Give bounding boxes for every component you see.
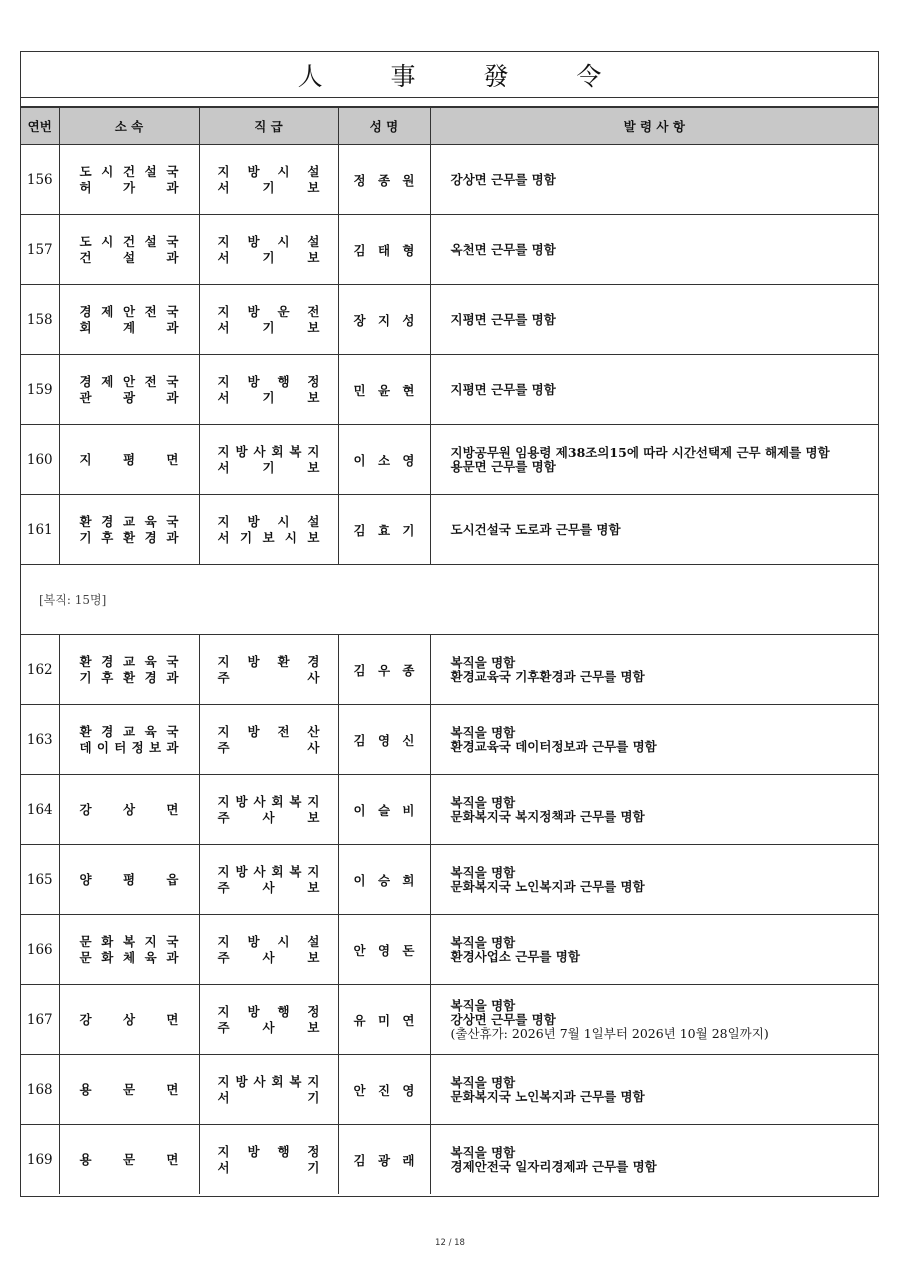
table-row: [21, 985, 878, 1055]
department-cell: [59, 915, 199, 985]
row-number: 166: [21, 915, 59, 985]
detail-cell: [430, 705, 878, 775]
department-cell: [59, 985, 199, 1055]
rank-cell: [199, 635, 338, 705]
rank-cell: [199, 285, 338, 355]
page-number: 12 / 18: [435, 1238, 465, 1248]
detail-line: 복직을 명함: [450, 724, 516, 740]
rank-cell: [199, 985, 338, 1055]
department-line: 기 후 환 경 과: [79, 529, 179, 545]
rank-lines: [200, 235, 338, 265]
detail-line: 복직을 명함: [450, 864, 516, 880]
rank-lines: [200, 935, 338, 965]
rank-line: 주 사: [217, 669, 320, 685]
detail-cell: [430, 915, 878, 985]
personnel-table: [21, 108, 878, 1194]
page-title: 人 事 發 令: [297, 61, 632, 91]
name-cell: 안 영 돈: [338, 915, 430, 985]
department-line: 환 경 교 육 국: [79, 513, 179, 529]
detail-line: 문화복지국 노인복지과 근무를 명함: [450, 878, 645, 894]
department-lines: [60, 655, 199, 685]
table-row: [21, 145, 878, 215]
rank-line: 서 기: [217, 1159, 320, 1175]
title-area: [21, 52, 878, 97]
detail-cell: [430, 495, 878, 565]
detail-line: 경제안전국 일자리경제과 근무를 명함: [450, 1158, 657, 1174]
rank-cell: [199, 1055, 338, 1125]
department-lines: [60, 515, 199, 545]
rank-lines: [200, 1005, 338, 1035]
rank-line: 서 기 보: [217, 459, 320, 475]
department-line: 강 상 면: [79, 801, 179, 817]
department-lines: [60, 165, 199, 195]
detail-cell: [430, 215, 878, 285]
name-cell: 안 진 영: [338, 1055, 430, 1125]
row-number: 168: [21, 1055, 59, 1125]
detail-line: 용문면 근무를 명함: [450, 458, 556, 474]
rank-cell: [199, 425, 338, 495]
detail-line: 복직을 명함: [450, 1144, 516, 1160]
department-lines: [60, 1083, 199, 1097]
table-row: [21, 915, 878, 985]
header-detail: 발 령 사 항: [430, 108, 878, 145]
table-row: [21, 845, 878, 915]
rank-line: 지 방 행 정: [217, 1003, 320, 1019]
detail-cell: [430, 285, 878, 355]
table-row: [21, 215, 878, 285]
detail-line: 복직을 명함: [450, 794, 516, 810]
rank-line: 서 기 보: [217, 389, 320, 405]
table-row: [21, 285, 878, 355]
row-number: 164: [21, 775, 59, 845]
department-cell: [59, 845, 199, 915]
department-line: 경 제 안 전 국: [79, 303, 179, 319]
department-lines: [60, 935, 199, 965]
department-lines: [60, 725, 199, 755]
rank-lines: [200, 1075, 338, 1105]
name-cell: 이 승 희: [338, 845, 430, 915]
detail-line: 복직을 명함: [450, 934, 516, 950]
name-cell: 김 태 형: [338, 215, 430, 285]
department-line: 강 상 면: [79, 1011, 179, 1027]
department-line: 관 광 과: [79, 389, 179, 405]
rank-lines: [200, 795, 338, 825]
table-row: [21, 425, 878, 495]
row-number: 160: [21, 425, 59, 495]
detail-line: 환경교육국 기후환경과 근무를 명함: [450, 668, 645, 684]
department-cell: [59, 285, 199, 355]
department-line: 용 문 면: [79, 1151, 179, 1167]
row-number: 165: [21, 845, 59, 915]
name-cell: 유 미 연: [338, 985, 430, 1055]
rank-lines: [200, 375, 338, 405]
department-line: 양 평 읍: [79, 871, 179, 887]
name-cell: 김 영 신: [338, 705, 430, 775]
department-line: 도 시 건 설 국: [79, 163, 179, 179]
rank-line: 지 방 행 정: [217, 373, 320, 389]
department-line: 용 문 면: [79, 1081, 179, 1097]
department-cell: [59, 145, 199, 215]
detail-cell: [430, 425, 878, 495]
detail-cell: [430, 775, 878, 845]
rank-cell: [199, 775, 338, 845]
detail-line: 복직을 명함: [450, 997, 516, 1013]
row-number: 161: [21, 495, 59, 565]
rank-line: 지 방 사 회 복 지: [217, 443, 320, 459]
detail-cell: [430, 635, 878, 705]
department-line: 데 이 터 정 보 과: [79, 739, 179, 755]
detail-line: 도시건설국 도로과 근무를 명함: [450, 521, 621, 537]
rank-line: 주 사 보: [217, 809, 320, 825]
department-line: 문 화 복 지 국: [79, 933, 179, 949]
detail-line: 복직을 명함: [450, 1074, 516, 1090]
rank-lines: [200, 515, 338, 545]
header-rank: 직 급: [199, 108, 338, 145]
name-cell: 김 효 기: [338, 495, 430, 565]
department-cell: [59, 1125, 199, 1195]
department-line: 지 평 면: [79, 451, 179, 467]
detail-note: (출산휴가: 2026년 7월 1일부터 2026년 10월 28일까지): [450, 1025, 769, 1041]
rank-line: 지 방 시 설: [217, 933, 320, 949]
department-cell: [59, 355, 199, 425]
department-lines: [60, 803, 199, 817]
department-lines: [60, 1013, 199, 1027]
name-cell: 정 종 원: [338, 145, 430, 215]
rank-line: 지 방 사 회 복 지: [217, 793, 320, 809]
row-number: 156: [21, 145, 59, 215]
rank-lines: [200, 1145, 338, 1175]
name-cell: 장 지 성: [338, 285, 430, 355]
name-cell: 이 소 영: [338, 425, 430, 495]
department-line: 건 설 과: [79, 249, 179, 265]
rank-line: 지 방 시 설: [217, 513, 320, 529]
rank-line: 서 기: [217, 1089, 320, 1105]
detail-line: 지방공무원 임용령 제38조의15에 따라 시간선택제 근무 해제를 명함: [450, 444, 830, 460]
header-dept: 소 속: [59, 108, 199, 145]
detail-line: 복직을 명함: [450, 654, 516, 670]
rank-cell: [199, 705, 338, 775]
table-row: [21, 1055, 878, 1125]
department-line: 기 후 환 경 과: [79, 669, 179, 685]
detail-cell: [430, 845, 878, 915]
rank-cell: [199, 495, 338, 565]
detail-line: 지평면 근무를 명함: [450, 311, 556, 327]
row-number: 157: [21, 215, 59, 285]
table-row: [21, 1125, 878, 1195]
rank-line: 서 기 보: [217, 319, 320, 335]
rank-line: 주 사 보: [217, 879, 320, 895]
table-row: [21, 495, 878, 565]
detail-cell: [430, 1055, 878, 1125]
header-name: 성 명: [338, 108, 430, 145]
detail-line: 강상면 근무를 명함: [450, 1011, 556, 1027]
rank-line: 지 방 사 회 복 지: [217, 863, 320, 879]
department-lines: [60, 873, 199, 887]
table-row: [21, 775, 878, 845]
department-cell: [59, 635, 199, 705]
detail-cell: [430, 145, 878, 215]
table-header-row: [21, 108, 878, 145]
department-lines: [60, 305, 199, 335]
department-cell: [59, 705, 199, 775]
rank-line: 주 사: [217, 739, 320, 755]
row-number: 158: [21, 285, 59, 355]
name-cell: 김 우 종: [338, 635, 430, 705]
department-lines: [60, 453, 199, 467]
detail-line: 환경교육국 데이터정보과 근무를 명함: [450, 738, 657, 754]
rank-lines: [200, 655, 338, 685]
title-divider: [21, 97, 878, 108]
department-line: 환 경 교 육 국: [79, 723, 179, 739]
row-number: 159: [21, 355, 59, 425]
department-cell: [59, 495, 199, 565]
department-line: 도 시 건 설 국: [79, 233, 179, 249]
department-line: 문 화 체 육 과: [79, 949, 179, 965]
document-frame: [20, 51, 879, 1197]
rank-lines: [200, 865, 338, 895]
row-number: 163: [21, 705, 59, 775]
rank-lines: [200, 165, 338, 195]
detail-line: 환경사업소 근무를 명함: [450, 948, 580, 964]
department-cell: [59, 215, 199, 285]
rank-cell: [199, 215, 338, 285]
name-cell: 이 슬 비: [338, 775, 430, 845]
row-number: 169: [21, 1125, 59, 1195]
department-lines: [60, 375, 199, 405]
detail-line: 문화복지국 노인복지과 근무를 명함: [450, 1088, 645, 1104]
header-no: 연번: [21, 108, 59, 145]
table-row: [21, 635, 878, 705]
detail-line: 옥천면 근무를 명함: [450, 241, 556, 257]
rank-line: 주 사 보: [217, 949, 320, 965]
rank-cell: [199, 1125, 338, 1195]
rank-cell: [199, 915, 338, 985]
rank-line: 지 방 시 설: [217, 163, 320, 179]
rank-lines: [200, 725, 338, 755]
rank-lines: [200, 445, 338, 475]
rank-line: 지 방 행 정: [217, 1143, 320, 1159]
rank-line: 지 방 시 설: [217, 233, 320, 249]
department-line: 허 가 과: [79, 179, 179, 195]
row-number: 162: [21, 635, 59, 705]
name-cell: 민 윤 현: [338, 355, 430, 425]
section-row: [21, 565, 878, 635]
rank-lines: [200, 305, 338, 335]
name-cell: 김 광 래: [338, 1125, 430, 1195]
rank-line: 지 방 사 회 복 지: [217, 1073, 320, 1089]
detail-cell: [430, 985, 878, 1055]
department-line: 경 제 안 전 국: [79, 373, 179, 389]
rank-line: 지 방 전 산: [217, 723, 320, 739]
row-number: 167: [21, 985, 59, 1055]
rank-cell: [199, 145, 338, 215]
department-line: 환 경 교 육 국: [79, 653, 179, 669]
rank-cell: [199, 845, 338, 915]
detail-cell: [430, 1125, 878, 1195]
detail-cell: [430, 355, 878, 425]
section-label: [복직: 15명]: [21, 565, 878, 635]
department-lines: [60, 235, 199, 265]
detail-line: 문화복지국 복지정책과 근무를 명함: [450, 808, 645, 824]
rank-line: 지 방 운 전: [217, 303, 320, 319]
rank-line: 서 기 보 시 보: [217, 529, 320, 545]
rank-line: 서 기 보: [217, 249, 320, 265]
rank-line: 지 방 환 경: [217, 653, 320, 669]
rank-line: 주 사 보: [217, 1019, 320, 1035]
rank-line: 서 기 보: [217, 179, 320, 195]
department-cell: [59, 1055, 199, 1125]
detail-line: 강상면 근무를 명함: [450, 171, 556, 187]
rank-cell: [199, 355, 338, 425]
department-line: 회 계 과: [79, 319, 179, 335]
table-row: [21, 355, 878, 425]
detail-line: 지평면 근무를 명함: [450, 381, 556, 397]
department-lines: [60, 1153, 199, 1167]
table-row: [21, 705, 878, 775]
department-cell: [59, 425, 199, 495]
department-cell: [59, 775, 199, 845]
